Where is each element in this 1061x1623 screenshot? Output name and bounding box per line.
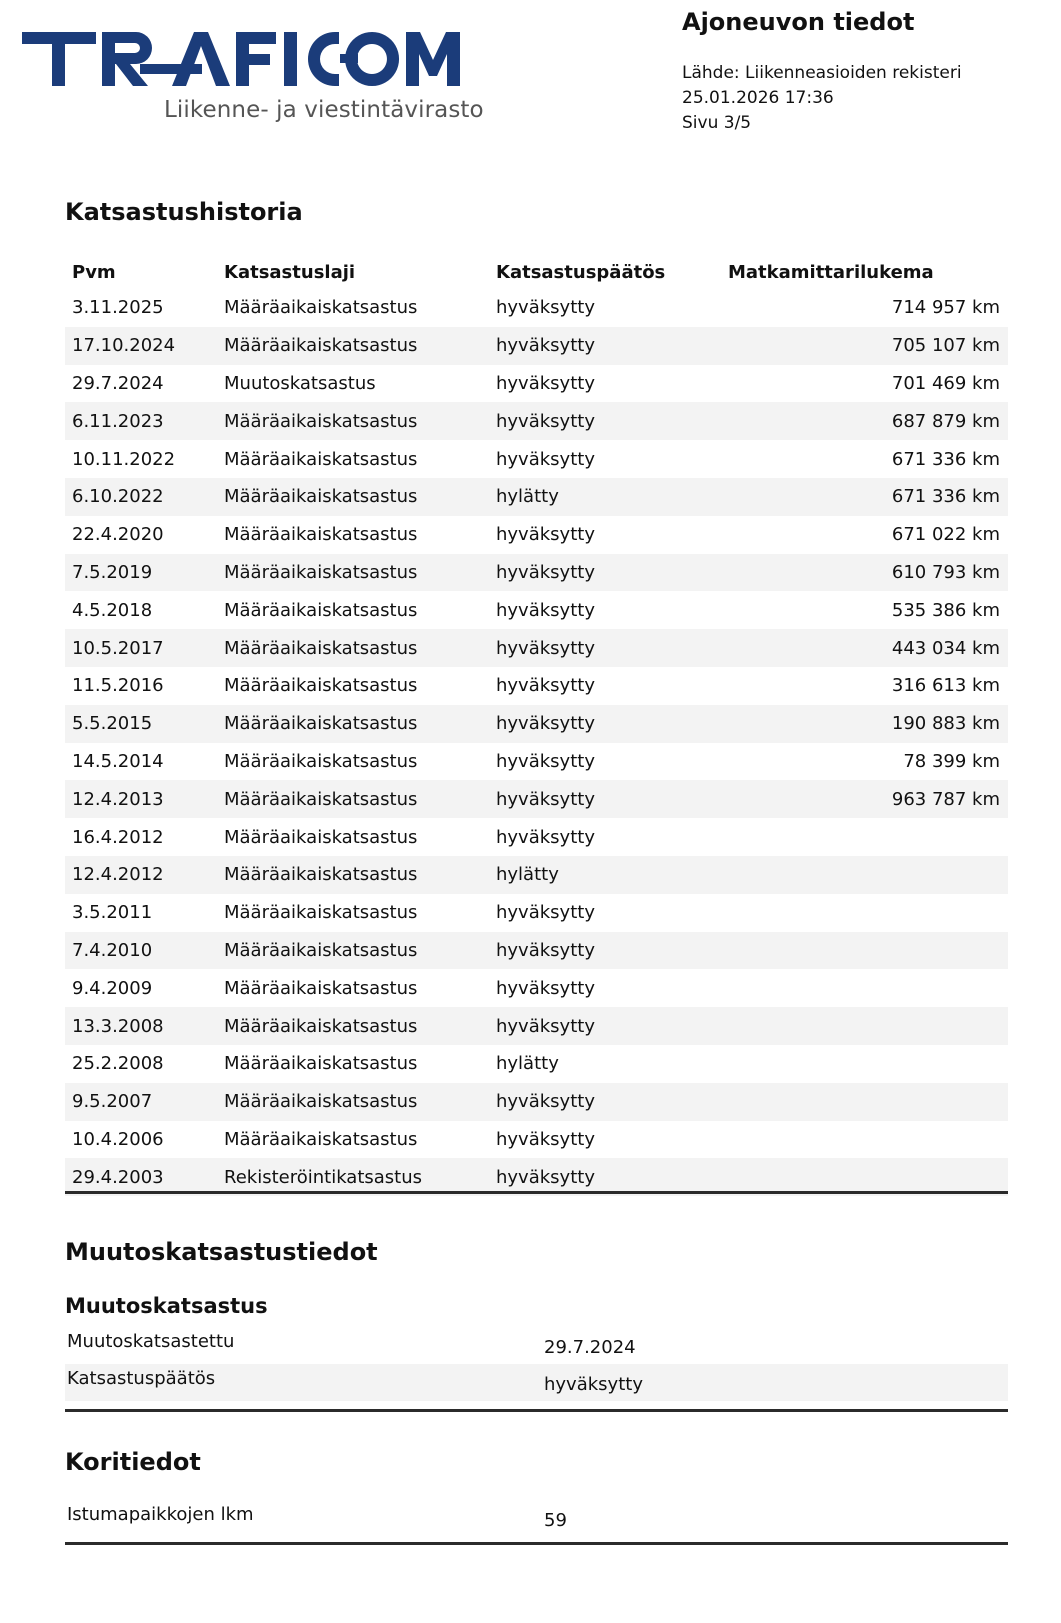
cell-date: 6.11.2023 <box>65 402 217 440</box>
document-header <box>682 6 962 136</box>
column-header-odometer: Matkamittarilukema <box>728 261 934 283</box>
table-row <box>65 478 1008 516</box>
cell-type: Määräaikaiskatsastus <box>224 524 418 546</box>
cell-type: Rekisteröintikatsastus <box>217 1158 489 1196</box>
table-body <box>65 289 1008 1196</box>
cell-result: hyväksytty <box>496 750 595 772</box>
cell-date: 13.3.2008 <box>65 1007 217 1045</box>
cell-type: Määräaikaiskatsastus <box>217 629 489 667</box>
table-row <box>65 932 1008 970</box>
table-row <box>65 591 1008 629</box>
detail-row <box>65 1364 1008 1401</box>
modification-details <box>65 1327 1008 1401</box>
cell-odometer: 687 879 km <box>721 402 1008 440</box>
cell-result: hylätty <box>489 478 721 516</box>
cell-type: Määräaikaiskatsastus <box>217 856 489 894</box>
cell-type: Määräaikaiskatsastus <box>217 554 489 592</box>
cell-type: Määräaikaiskatsastus <box>217 932 489 970</box>
cell-date: 9.5.2007 <box>65 1083 217 1121</box>
column-header-type: Katsastuslaji <box>224 261 356 283</box>
cell-result: hyväksytty <box>496 599 595 621</box>
cell-odometer <box>721 818 1008 856</box>
detail-label: Katsastuspäätös <box>67 1368 216 1389</box>
cell-odometer: 671 022 km <box>891 524 1000 546</box>
traficom-logo <box>22 26 482 136</box>
cell-result: hyväksytty <box>489 932 721 970</box>
cell-odometer: 671 336 km <box>721 478 1008 516</box>
cell-result: hyväksytty <box>489 1083 721 1121</box>
cell-type: Määräaikaiskatsastus <box>224 297 418 319</box>
table-row <box>65 743 1008 781</box>
cell-date: 5.5.2015 <box>65 705 217 743</box>
cell-date: 9.4.2009 <box>72 977 153 999</box>
cell-date: 14.5.2014 <box>72 750 164 772</box>
cell-result: hyväksytty <box>496 448 595 470</box>
cell-type: Määräaikaiskatsastus <box>217 327 489 365</box>
cell-result: hyväksytty <box>496 826 595 848</box>
cell-odometer <box>721 894 1008 932</box>
column-header-date: Pvm <box>72 261 116 283</box>
cell-type: Määräaikaiskatsastus <box>224 750 418 772</box>
table-row <box>65 289 1008 327</box>
cell-date: 7.5.2019 <box>65 554 217 592</box>
cell-odometer: 316 613 km <box>891 675 1000 697</box>
cell-result: hyväksytty <box>496 977 595 999</box>
cell-type: Muutoskatsastus <box>224 372 376 394</box>
cell-type: Määräaikaiskatsastus <box>217 1007 489 1045</box>
table-row <box>65 440 1008 478</box>
cell-type: Määräaikaiskatsastus <box>224 448 418 470</box>
cell-odometer: 671 336 km <box>891 448 1000 470</box>
cell-date: 12.4.2012 <box>65 856 217 894</box>
cell-result: hyväksytty <box>496 902 595 924</box>
cell-type: Määräaikaiskatsastus <box>217 780 489 818</box>
table-row <box>65 705 1008 743</box>
modification-title: Muutoskatsastustiedot <box>65 1238 378 1266</box>
body-title: Koritiedot <box>65 1448 201 1476</box>
cell-odometer: 190 883 km <box>721 705 1008 743</box>
cell-odometer: 78 399 km <box>903 750 1000 772</box>
cell-date: 10.11.2022 <box>72 448 176 470</box>
cell-odometer: 535 386 km <box>891 599 1000 621</box>
inspection-history-table <box>65 255 1008 1196</box>
page-number: Sivu 3/5 <box>682 113 752 133</box>
history-title: Katsastushistoria <box>65 198 303 226</box>
cell-result: hyväksytty <box>489 1158 721 1196</box>
table-row <box>65 856 1008 894</box>
cell-result: hyväksytty <box>496 297 595 319</box>
cell-result: hylätty <box>489 856 721 894</box>
cell-type: Määräaikaiskatsastus <box>224 1053 418 1075</box>
cell-date: 22.4.2020 <box>72 524 164 546</box>
table-row <box>65 629 1008 667</box>
table-row <box>65 402 1008 440</box>
table-row <box>65 365 1008 403</box>
detail-label: Istumapaikkojen lkm <box>67 1504 254 1525</box>
traficom-wordmark <box>22 26 462 90</box>
cell-result: hyväksytty <box>489 327 721 365</box>
cell-date: 29.4.2003 <box>65 1158 217 1196</box>
cell-date: 7.4.2010 <box>65 932 217 970</box>
detail-value: 29.7.2024 <box>544 1337 636 1358</box>
cell-date: 11.5.2016 <box>72 675 164 697</box>
source-line: Lähde: Liikenneasioiden rekisteri <box>682 63 962 83</box>
cell-odometer: 963 787 km <box>721 780 1008 818</box>
cell-date: 12.4.2013 <box>65 780 217 818</box>
cell-result: hyväksytty <box>496 372 595 394</box>
detail-value: 59 <box>544 1510 567 1531</box>
table-header-row <box>65 255 1008 289</box>
table-row <box>65 516 1008 554</box>
detail-row <box>65 1500 1008 1537</box>
cell-date: 10.4.2006 <box>72 1128 164 1150</box>
cell-type: Määräaikaiskatsastus <box>224 675 418 697</box>
cell-result: hylätty <box>496 1053 559 1075</box>
cell-odometer <box>721 1121 1008 1159</box>
cell-odometer: 443 034 km <box>721 629 1008 667</box>
section-divider <box>65 1191 1008 1194</box>
cell-date: 17.10.2024 <box>65 327 217 365</box>
cell-result: hyväksytty <box>489 554 721 592</box>
table-row <box>65 894 1008 932</box>
section-divider <box>65 1542 1008 1545</box>
column-header-result: Katsastuspäätös <box>496 261 666 283</box>
cell-date: 25.2.2008 <box>72 1053 164 1075</box>
detail-value: hyväksytty <box>544 1374 643 1395</box>
table-row <box>65 1045 1008 1083</box>
cell-result: hyväksytty <box>496 1128 595 1150</box>
detail-label: Muutoskatsastettu <box>67 1331 235 1352</box>
document-title: Ajoneuvon tiedot <box>682 8 915 36</box>
cell-odometer: 705 107 km <box>721 327 1008 365</box>
cell-result: hyväksytty <box>489 402 721 440</box>
cell-type: Määräaikaiskatsastus <box>217 402 489 440</box>
cell-result: hyväksytty <box>496 675 595 697</box>
cell-type: Määräaikaiskatsastus <box>224 826 418 848</box>
detail-row <box>65 1327 1008 1364</box>
cell-odometer <box>721 1045 1008 1083</box>
cell-type: Määräaikaiskatsastus <box>217 1083 489 1121</box>
cell-result: hyväksytty <box>489 705 721 743</box>
cell-result: hyväksytty <box>489 780 721 818</box>
cell-result: hyväksytty <box>489 1007 721 1045</box>
cell-date: 4.5.2018 <box>72 599 153 621</box>
cell-odometer <box>721 932 1008 970</box>
cell-odometer: 714 957 km <box>891 297 1000 319</box>
cell-date: 3.5.2011 <box>72 902 153 924</box>
cell-result: hyväksytty <box>496 524 595 546</box>
table-row <box>65 327 1008 365</box>
cell-type: Määräaikaiskatsastus <box>224 1128 418 1150</box>
cell-date: 29.7.2024 <box>72 372 164 394</box>
table-row <box>65 780 1008 818</box>
cell-type: Määräaikaiskatsastus <box>224 599 418 621</box>
cell-result: hyväksytty <box>489 629 721 667</box>
section-divider <box>65 1409 1008 1412</box>
cell-odometer: 701 469 km <box>891 372 1000 394</box>
cell-type: Määräaikaiskatsastus <box>217 478 489 516</box>
cell-type: Määräaikaiskatsastus <box>224 977 418 999</box>
cell-type: Määräaikaiskatsastus <box>217 705 489 743</box>
cell-date: 6.10.2022 <box>65 478 217 516</box>
table-row <box>65 1121 1008 1159</box>
cell-date: 10.5.2017 <box>65 629 217 667</box>
table-row <box>65 554 1008 592</box>
cell-type: Määräaikaiskatsastus <box>224 902 418 924</box>
cell-odometer: 610 793 km <box>721 554 1008 592</box>
table-row <box>65 1007 1008 1045</box>
cell-odometer <box>721 856 1008 894</box>
table-row <box>65 969 1008 1007</box>
table-row <box>65 818 1008 856</box>
cell-date: 16.4.2012 <box>72 826 164 848</box>
logo-tagline: Liikenne- ja viestintävirasto <box>164 97 484 123</box>
cell-odometer <box>721 969 1008 1007</box>
modification-subtitle: Muutoskatsastus <box>65 1294 268 1318</box>
cell-odometer <box>721 1007 1008 1045</box>
datetime-line: 25.01.2026 17:36 <box>682 88 834 108</box>
body-details <box>65 1500 1008 1537</box>
table-row <box>65 1083 1008 1121</box>
cell-date: 3.11.2025 <box>72 297 164 319</box>
cell-odometer <box>721 1083 1008 1121</box>
table-row <box>65 667 1008 705</box>
